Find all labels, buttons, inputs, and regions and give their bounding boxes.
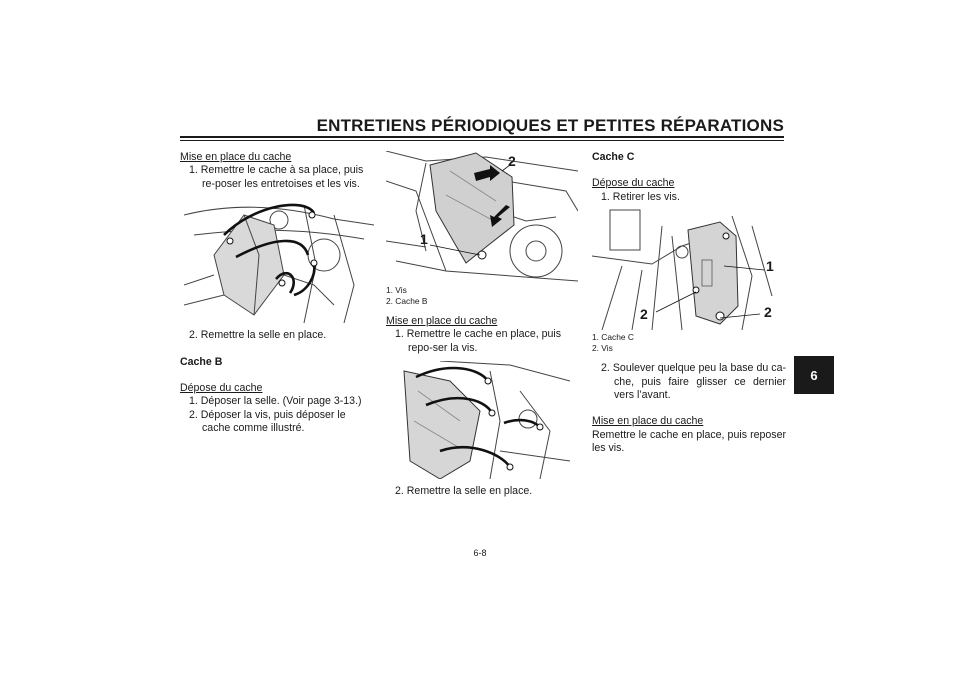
column-right (592, 151, 786, 456)
column-middle (386, 151, 580, 499)
figure-callout-1: 1 (420, 231, 428, 247)
figure-caption-2: 2. Cache B (386, 296, 428, 306)
motorcycle-illustration (386, 151, 578, 283)
figure-caption-2: 2. Vis (592, 343, 613, 354)
removal-step-1: 1. Déposer la selle. (Voir page 3-13.) (189, 395, 362, 408)
section-heading-install: Mise en place du cache (386, 315, 498, 327)
header-rule (180, 136, 784, 138)
figure-cover-a-install (184, 195, 374, 323)
removal-step-1: 1. Retirer les vis. (601, 190, 680, 203)
figure-callout-2: 2 (508, 153, 516, 169)
header-rule-thin (180, 140, 784, 141)
figure-caption-1: 1. Cache C (592, 332, 634, 343)
figure-callout-2a: 2 (640, 306, 648, 323)
install-step-1: 1. Remettre le cache à sa place, puis re-poser les entretoises et les vis. (189, 164, 364, 190)
page-number: 6-8 (473, 548, 487, 558)
section-heading-install: Mise en place du cache (592, 415, 704, 428)
page-title: ENTRETIENS PÉRIODIQUES ET PETITES RÉPARATIONS (316, 116, 784, 135)
motorcycle-illustration (400, 361, 570, 479)
figure-caption-1: 1. Vis (386, 285, 407, 295)
figure-cover-c-removal (592, 206, 782, 330)
figure-cover-b-install (400, 361, 570, 479)
section-heading-removal: Dépose du cache (180, 382, 263, 395)
figure-callout-2b: 2 (764, 304, 772, 321)
section-title-cover-b: Cache B (180, 355, 223, 368)
removal-step-2: 2. Soulever quelque peu la base du ca-che, puis faire glisser ce dernier vers l’avant. (601, 362, 786, 402)
motorcycle-illustration (592, 206, 782, 330)
section-heading-install: Mise en place du cache (180, 151, 292, 163)
figure-callout-1: 1 (766, 258, 774, 275)
install-step-1: 1. Remettre le cache en place, puis repo-ser la vis. (395, 328, 562, 354)
motorcycle-illustration (184, 195, 374, 323)
install-step-2: 2. Remettre la selle en place. (395, 485, 533, 498)
removal-step-2: 2. Déposer la vis, puis déposer le cache comme illustré. (189, 408, 346, 435)
chapter-tab: 6 (794, 356, 834, 394)
figure-cover-b-removal (386, 151, 578, 283)
column-left (180, 151, 376, 436)
install-step-2: 2. Remettre la selle en place. (189, 329, 327, 342)
install-text: Remettre le cache en place, puis reposer les vis. (592, 428, 786, 455)
section-heading-removal: Dépose du cache (592, 177, 675, 190)
section-title-cover-c: Cache C (592, 151, 635, 163)
